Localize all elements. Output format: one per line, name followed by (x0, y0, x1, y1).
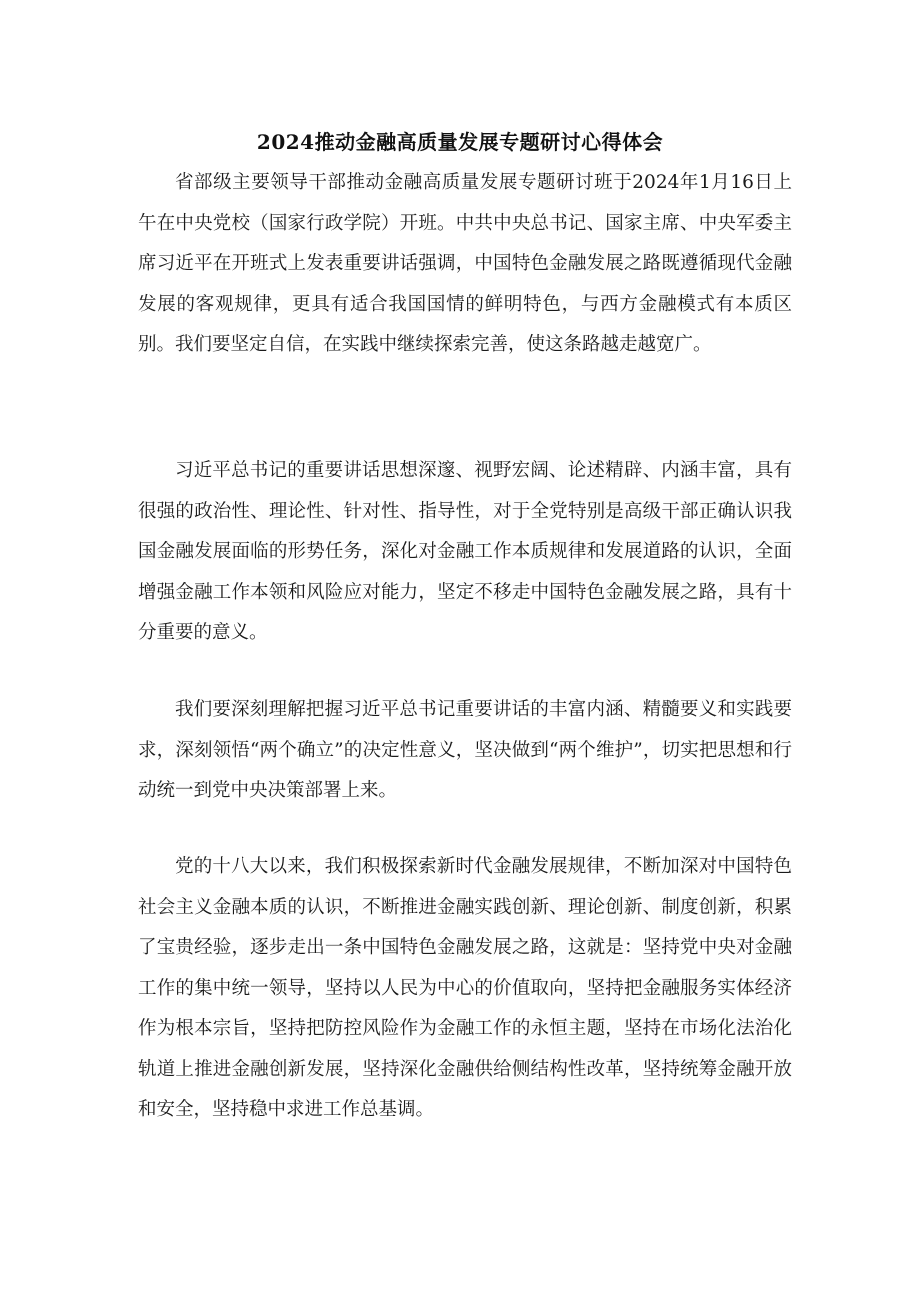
paragraph-1: 省部级主要领导干部推动金融高质量发展专题研讨班于2024年1月16日上午在中央党校（国家行政学院）开班。中共中央总书记、国家主席、中央军委主席习近平在开班式上发表重要讲话强调，中国特色金融发展之路既遵循现代金融发展的客观规律，更具有适合我国国情的鲜明特色，与西方金融模式有本质区别。我们要坚定自信，在实践中继续探索完善，使这条路越走越宽广。 (138, 172, 792, 355)
paragraph-4: 党的十八大以来，我们积极探索新时代金融发展规律，不断加深对中国特色社会主义金融本质的认识，不断推进金融实践创新、理论创新、制度创新，积累了宝贵经验，逐步走出一条中国特色金融发展之路，这就是：坚持党中央对金融工作的集中统一领导，坚持以人民为中心的价值取向，坚持把金融服务实体经济作为根本宗旨，坚持把防控风险作为金融工作的永恒主题，坚持在市场化法治化轨道上推进金融创新发展，坚持深化金融供给侧结构性改革，坚持统筹金融开放和安全，坚持稳中求进工作总基调。 (138, 856, 792, 1120)
paragraph-3: 我们要深刻理解把握习近平总书记重要讲话的丰富内涵、精髓要义和实践要求，深刻领悟“两个确立”的决定性意义，坚决做到“两个维护”，切实把思想和行动统一到党中央决策部署上来。 (138, 699, 792, 801)
document-title: 2024推动金融高质量发展专题研讨心得体会 (256, 130, 664, 155)
paragraph-2: 习近平总书记的重要讲话思想深邃、视野宏阔、论述精辟、内涵丰富，具有很强的政治性、理论性、针对性、指导性，对于全党特别是高级干部正确认识我国金融发展面临的形势任务，深化对金融工作本质规律和发展道路的认识，全面增强金融工作本领和风险应对能力，坚定不移走中国特色金融发展之路，具有十分重要的意义。 (138, 460, 792, 643)
